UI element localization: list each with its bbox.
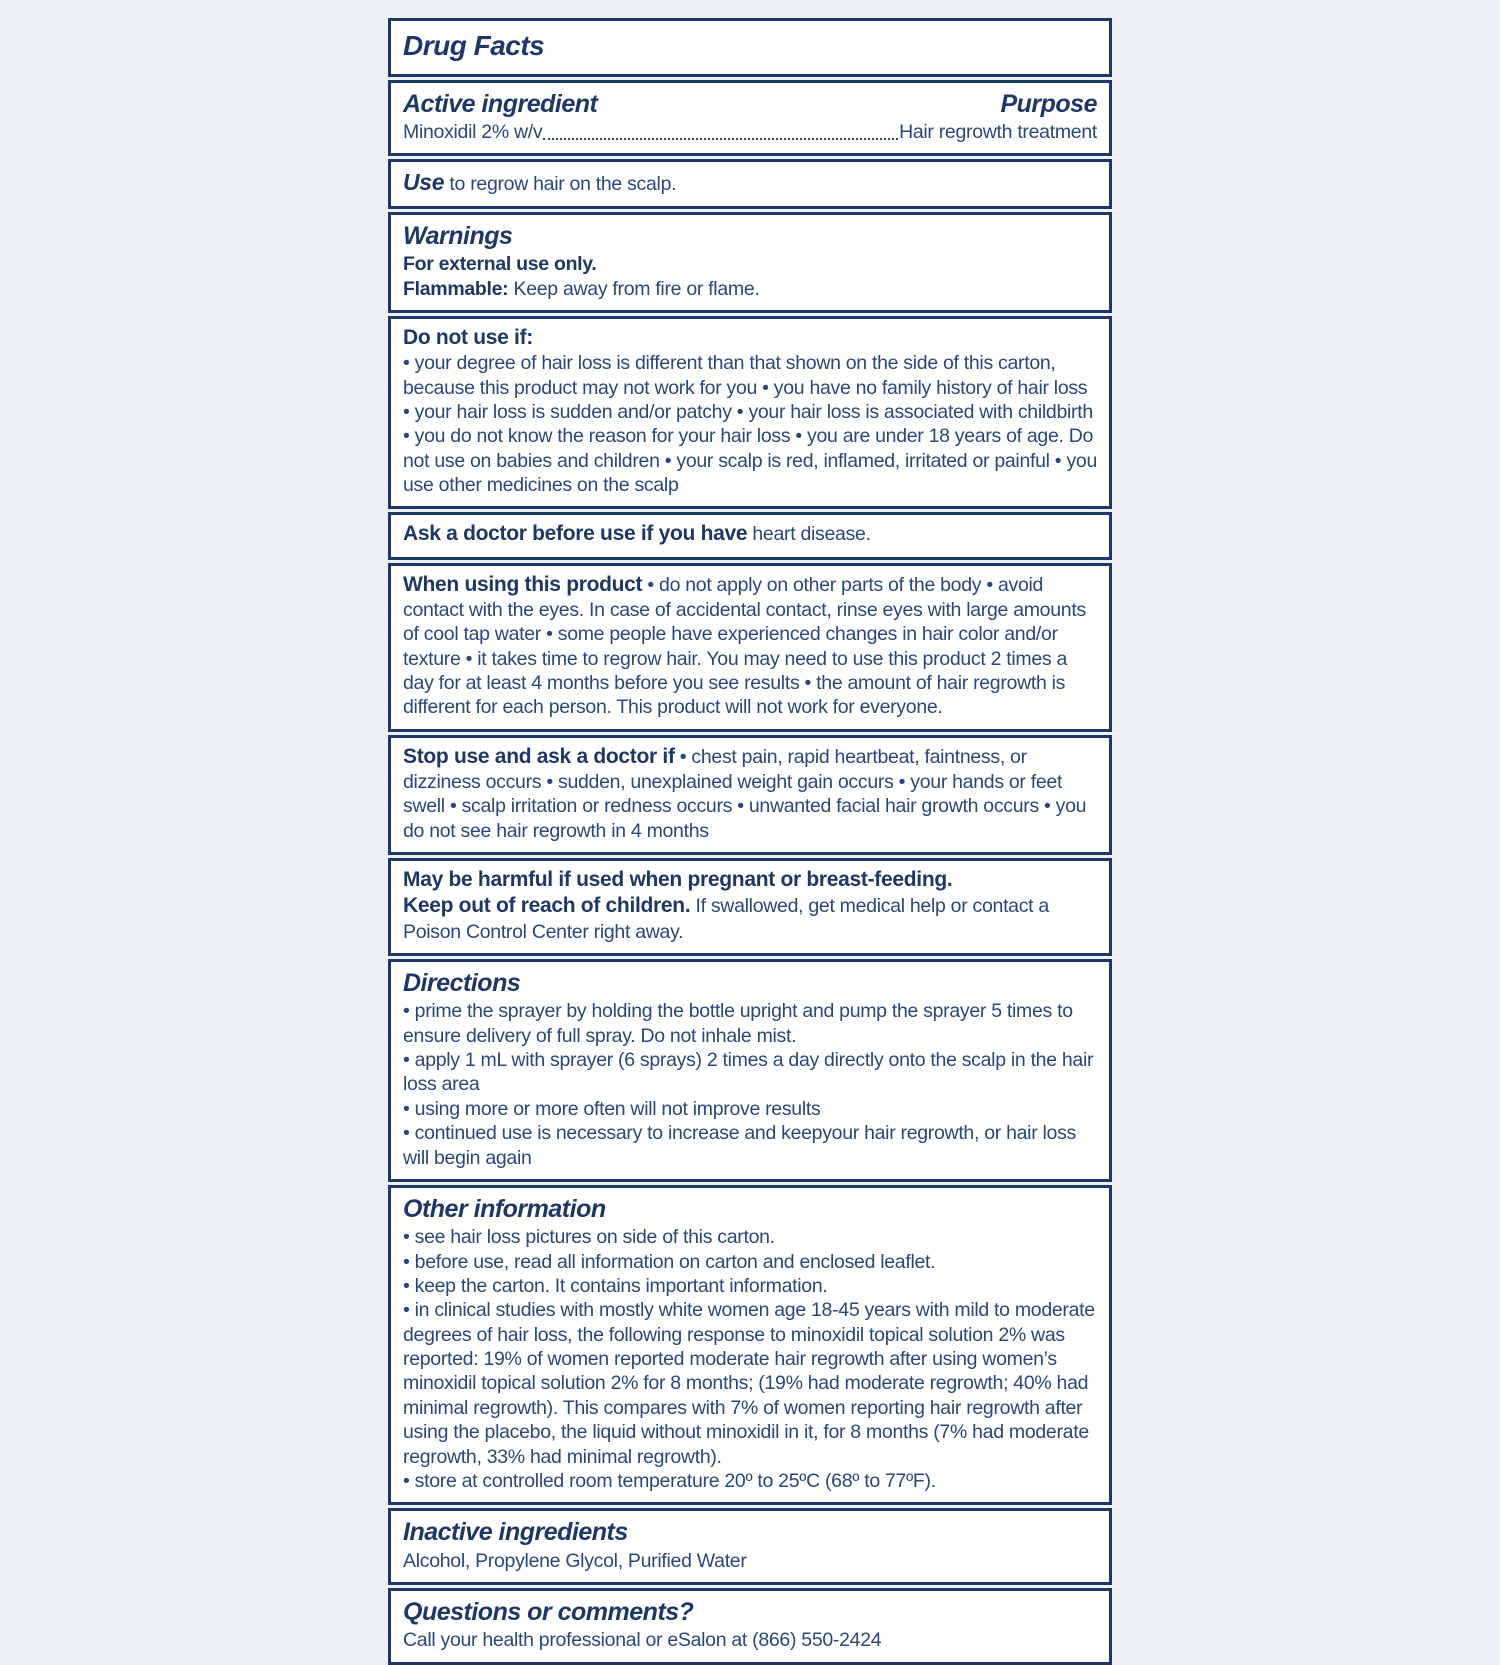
flammable-text: Keep away from fire or flame. bbox=[513, 277, 760, 300]
ask-doctor-text: heart disease. bbox=[752, 523, 871, 546]
do-not-use-heading: Do not use if: bbox=[403, 325, 533, 349]
flammable-label: Flammable: bbox=[403, 277, 509, 300]
warnings-heading: Warnings bbox=[403, 221, 513, 250]
ask-doctor-line bbox=[403, 521, 1097, 547]
section-pregnancy-warning bbox=[388, 858, 1112, 956]
section-questions bbox=[388, 1588, 1112, 1665]
active-ingredient-header-row bbox=[403, 89, 1097, 120]
other-info-bullet: • in clinical studies with mostly white women age 18-45 years with mild to moderate degrees of hair loss, the following response to minoxidil topical solution 2% was reported: 19% of women reported moderate hair regrowth after using women’s minoxidil topical solution 2% for 8 months; (19% had moderate regrowth; 40% had minimal regrowth). This compares with 7% of women reporting hair regrowth after using the placebo, the liquid without minoxidil in it, for 8 months (7% had moderate regrowth, 33% had minimal regrowth). bbox=[403, 1299, 1095, 1468]
when-using-bold: When using this product bbox=[403, 572, 643, 596]
other-info-bullet: • keep the carton. It contains important information. bbox=[403, 1274, 828, 1297]
directions-bullet: • prime the sprayer by holding the bottle upright and pump the sprayer 5 times to ensure delivery of full spray. Do not inhale mist. bbox=[403, 1000, 1073, 1047]
section-warnings bbox=[388, 212, 1112, 313]
section-drug-facts-title bbox=[388, 18, 1112, 77]
active-ingredient-row bbox=[403, 120, 1097, 144]
drug-facts-title: Drug Facts bbox=[403, 30, 545, 61]
use-line bbox=[403, 168, 1097, 197]
warnings-external-use: For external use only. bbox=[403, 253, 597, 276]
keep-out-bold: Keep out of reach of children. bbox=[403, 894, 691, 918]
stop-use-text: • chest pain, rapid heartbeat, faintness, or dizziness occurs • sudden, unexplained weight gain occurs • your hands or feet swell • scalp irritation or redness occurs • unwanted facial hair growth occurs • you do not see hair regrowth in 4 months bbox=[403, 745, 1087, 842]
active-ingredient-name: Minoxidil 2% w/v bbox=[403, 120, 543, 143]
other-info-bullet: • store at controlled room temperature 20º to 25ºC (68º to 77ºF). bbox=[403, 1469, 936, 1492]
keep-out-text: If swallowed, get medical help or contact a Poison Control Center right away. bbox=[403, 895, 1049, 943]
purpose-heading: Purpose bbox=[1000, 89, 1097, 118]
section-stop-use bbox=[388, 735, 1112, 855]
directions-bullet: • apply 1 mL with sprayer (6 sprays) 2 times a day directly onto the scalp in the hair loss area bbox=[403, 1049, 1094, 1096]
section-when-using bbox=[388, 563, 1112, 732]
directions-heading: Directions bbox=[403, 969, 521, 998]
questions-heading: Questions or comments? bbox=[403, 1597, 694, 1626]
other-info-bullet: • before use, read all information on carton and enclosed leaflet. bbox=[403, 1250, 936, 1273]
drug-facts-label bbox=[388, 0, 1112, 1665]
other-info-bullet: • see hair loss pictures on side of this carton. bbox=[403, 1226, 775, 1249]
inactive-ingredients-heading: Inactive ingredients bbox=[403, 1518, 628, 1547]
section-use bbox=[388, 159, 1112, 209]
warnings-flammable bbox=[403, 277, 1097, 301]
section-inactive-ingredients bbox=[388, 1508, 1112, 1585]
directions-bullet: • using more or more often will not improve results bbox=[403, 1097, 821, 1120]
when-using-text: • do not apply on other parts of the body • avoid contact with the eyes. In case of accidental contact, rinse eyes with large amounts of cool tap water • some people have experienced changes in hair color and/or texture • it takes time to regrow hair. You may need to use this product 2 times a day for at least 4 months before you see results • the amount of hair regrowth is different for each person. This product will not work for everyone. bbox=[403, 573, 1086, 719]
other-information-heading: Other information bbox=[403, 1194, 606, 1223]
section-other-information bbox=[388, 1185, 1112, 1505]
do-not-use-text: • your degree of hair loss is different than that shown on the side of this carton, because this product may not work for you • you have no family history of hair loss • your hair loss is sudden and/or patchy • your hair loss is associated with childbirth • you do not know the reason for your hair loss • you are under 18 years of age. Do not use on babies and children • your scalp is red, inflamed, irritated or painful • you use other medicines on the scalp bbox=[403, 352, 1097, 497]
active-ingredient-heading: Active ingredient bbox=[403, 89, 598, 118]
section-directions bbox=[388, 959, 1112, 1182]
directions-bullet: • continued use is necessary to increase and keepyour hair regrowth, or hair loss will begin again bbox=[403, 1122, 1076, 1169]
when-using-paragraph bbox=[403, 572, 1097, 720]
pregnancy-line: May be harmful if used when pregnant or breast-feeding. bbox=[403, 868, 953, 892]
stop-use-bold: Stop use and ask a doctor if bbox=[403, 744, 675, 768]
ask-doctor-bold: Ask a doctor before use if you have bbox=[403, 522, 748, 546]
section-ask-doctor bbox=[388, 512, 1112, 559]
purpose-value: Hair regrowth treatment bbox=[899, 120, 1097, 143]
use-heading: Use bbox=[403, 169, 445, 196]
stop-use-paragraph bbox=[403, 744, 1097, 843]
section-active-ingredient bbox=[388, 80, 1112, 157]
questions-contact-line: Call your health professional or eSalon at (866) 550-2424 bbox=[403, 1629, 882, 1652]
keep-out-of-reach-line bbox=[403, 893, 1097, 944]
dotted-leader bbox=[543, 138, 898, 140]
use-text: to regrow hair on the scalp. bbox=[449, 173, 677, 196]
section-do-not-use bbox=[388, 316, 1112, 510]
inactive-ingredients-list: Alcohol, Propylene Glycol, Purified Water bbox=[403, 1549, 747, 1572]
